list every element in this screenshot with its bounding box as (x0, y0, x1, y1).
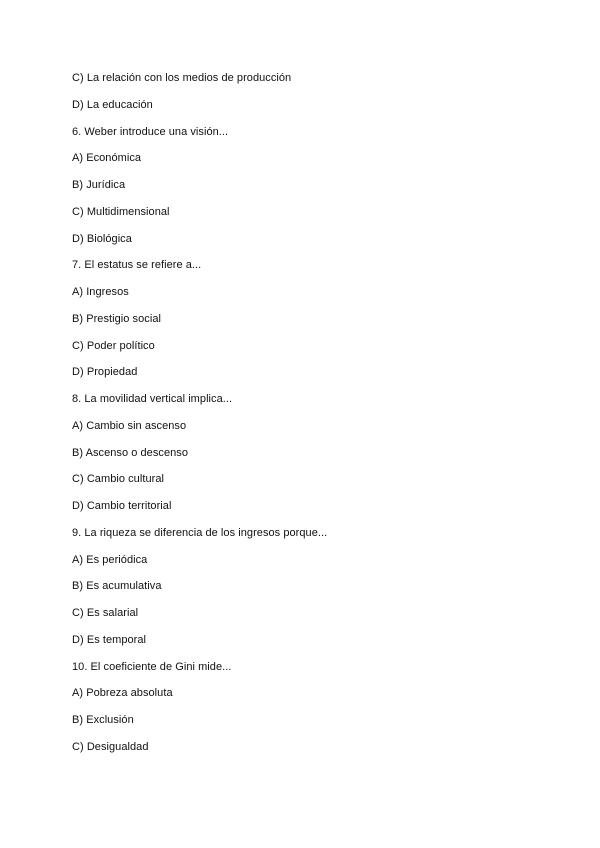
option-c-q9: C) Es salarial (72, 607, 139, 619)
option-b-q10: B) Exclusión (72, 714, 134, 726)
option-d-q6: D) Biológica (72, 232, 132, 245)
question-8: 8. La movilidad vertical implica... (72, 393, 233, 405)
option-b-q8: B) Ascenso o descenso (72, 446, 189, 459)
option-d-q5: D) La educación (72, 98, 153, 111)
question-9: 9. La riqueza se diferencia de los ingresos porque... (72, 526, 328, 539)
option-d-q9: D) Es temporal (72, 633, 147, 646)
option-c-q7: C) Poder político (72, 339, 155, 352)
option-c-q8: C) Cambio cultural (72, 473, 164, 486)
option-d-q7: D) Propiedad (72, 366, 138, 379)
option-a-q6: A) Económica (72, 152, 142, 165)
option-a-q9: A) Es periódica (72, 553, 148, 566)
option-a-q8: A) Cambio sin ascenso (72, 419, 187, 432)
option-c-q6: C) Multidimensional (72, 205, 170, 218)
question-10: 10. El coeficiente de Gini mide... (72, 660, 232, 673)
option-d-q8: D) Cambio territorial (72, 500, 172, 512)
question-6: 6. Weber introduce una visión... (72, 125, 229, 138)
option-b-q7: B) Prestigio social (72, 312, 161, 325)
question-7: 7. El estatus se refiere a... (72, 259, 202, 272)
question-list (72, 70, 572, 766)
option-c-q10: C) Desigualdad (72, 740, 149, 753)
option-c-q5: C) La relación con los medios de producción (72, 72, 292, 84)
option-a-q7: A) Ingresos (72, 286, 129, 298)
option-b-q9: B) Es acumulativa (72, 580, 162, 593)
option-b-q6: B) Jurídica (72, 179, 126, 191)
option-a-q10: A) Pobreza absoluta (72, 687, 173, 700)
